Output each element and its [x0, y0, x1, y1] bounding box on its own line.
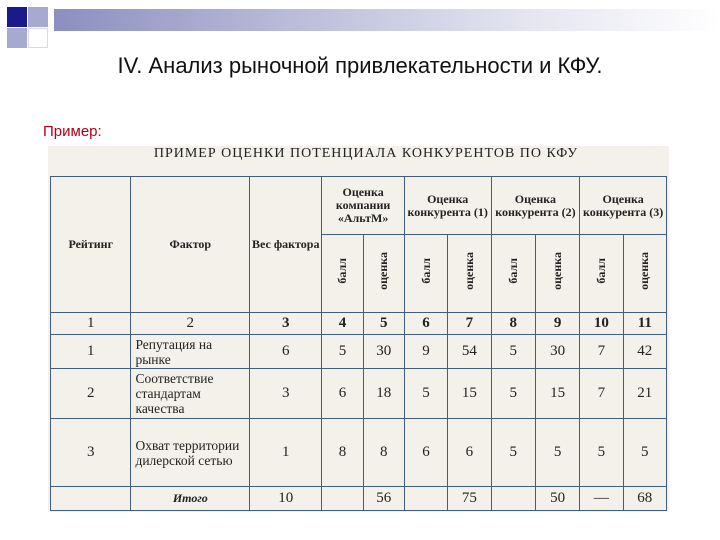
row-factor: Репутация на рынке	[131, 335, 250, 369]
row-weight: 6	[250, 335, 322, 369]
cell-value: 6	[448, 419, 491, 487]
total-empty-cell	[51, 487, 131, 511]
subheader-ball: балл	[404, 235, 447, 313]
example-label: Пример:	[43, 123, 102, 140]
total-value: 56	[363, 487, 404, 511]
row-rating: 2	[51, 369, 131, 419]
total-value	[491, 487, 535, 511]
subheader-ball: балл	[322, 235, 363, 313]
col-number: 10	[580, 313, 623, 335]
row-weight: 1	[250, 419, 322, 487]
table-heading: ПРИМЕР ОЦЕНКИ ПОТЕНЦИАЛА КОНКУРЕНТОВ ПО КФУ	[153, 146, 579, 161]
cell-value: 21	[623, 369, 666, 419]
table-row	[51, 369, 667, 419]
competitor-evaluation-table	[50, 176, 667, 511]
cell-value: 15	[448, 369, 491, 419]
subheader-ball: балл	[491, 235, 535, 313]
col-number: 1	[51, 313, 131, 335]
table-row	[51, 419, 667, 487]
cell-value: 6	[322, 369, 363, 419]
header-factor: Фактор	[131, 177, 250, 313]
decor-square-light	[28, 7, 48, 27]
cell-value: 5	[491, 419, 535, 487]
cell-value: 5	[623, 419, 666, 487]
decor-square-dark	[7, 7, 27, 27]
cell-value: 15	[535, 369, 579, 419]
col-number: 2	[131, 313, 250, 335]
header-group-competitor-1: Оценка конкурента (1)	[404, 177, 491, 235]
col-number: 7	[448, 313, 491, 335]
decor-gradient-bar	[54, 9, 720, 31]
cell-value: 5	[535, 419, 579, 487]
column-numbering-row	[51, 313, 667, 335]
decor-square-white	[28, 28, 48, 48]
cell-value: 5	[580, 419, 623, 487]
cell-value: 5	[404, 369, 447, 419]
header-group-competitor-3: Оценка конкурента (3)	[580, 177, 667, 235]
header-rating: Рейтинг	[51, 177, 131, 313]
cell-value: 30	[363, 335, 404, 369]
cell-value: 42	[623, 335, 666, 369]
header-group-competitor-2: Оценка конкурента (2)	[491, 177, 580, 235]
cell-value: 7	[580, 335, 623, 369]
cell-value: 6	[404, 419, 447, 487]
row-weight: 3	[250, 369, 322, 419]
total-value: 50	[535, 487, 579, 511]
subheader-score: оценка	[623, 235, 666, 313]
subheader-score: оценка	[448, 235, 491, 313]
cell-value: 5	[322, 335, 363, 369]
col-number: 4	[322, 313, 363, 335]
col-number: 11	[623, 313, 666, 335]
cell-value: 7	[580, 369, 623, 419]
table-row	[51, 335, 667, 369]
total-row	[51, 487, 667, 511]
cell-value: 54	[448, 335, 491, 369]
header-weight: Вес фактора	[250, 177, 322, 313]
total-value: 68	[623, 487, 666, 511]
col-number: 9	[535, 313, 579, 335]
total-weight: 10	[250, 487, 322, 511]
cell-value: 5	[491, 369, 535, 419]
col-number: 5	[363, 313, 404, 335]
cell-value: 30	[535, 335, 579, 369]
cell-value: 5	[491, 335, 535, 369]
total-value	[404, 487, 447, 511]
cell-value: 8	[363, 419, 404, 487]
col-number: 8	[491, 313, 535, 335]
col-number: 6	[404, 313, 447, 335]
subheader-score: оценка	[535, 235, 579, 313]
slide-title: IV. Анализ рыночной привлекательности и КФУ.	[117, 53, 603, 78]
total-value: 75	[448, 487, 491, 511]
col-number: 3	[250, 313, 322, 335]
total-value: —	[580, 487, 623, 511]
total-value	[322, 487, 363, 511]
cell-value: 9	[404, 335, 447, 369]
row-factor: Соответствие стандартам качества	[131, 369, 250, 419]
subheader-ball: балл	[580, 235, 623, 313]
cell-value: 18	[363, 369, 404, 419]
total-label: Итого	[131, 487, 250, 511]
cell-value: 8	[322, 419, 363, 487]
row-rating: 3	[51, 419, 131, 487]
decor-square-light	[7, 28, 27, 48]
header-group-altm: Оценка компании «АльтМ»	[322, 177, 405, 235]
row-rating: 1	[51, 335, 131, 369]
header-row-groups	[51, 177, 667, 235]
subheader-score: оценка	[363, 235, 404, 313]
row-factor: Охват территории дилерской сетью	[131, 419, 250, 487]
